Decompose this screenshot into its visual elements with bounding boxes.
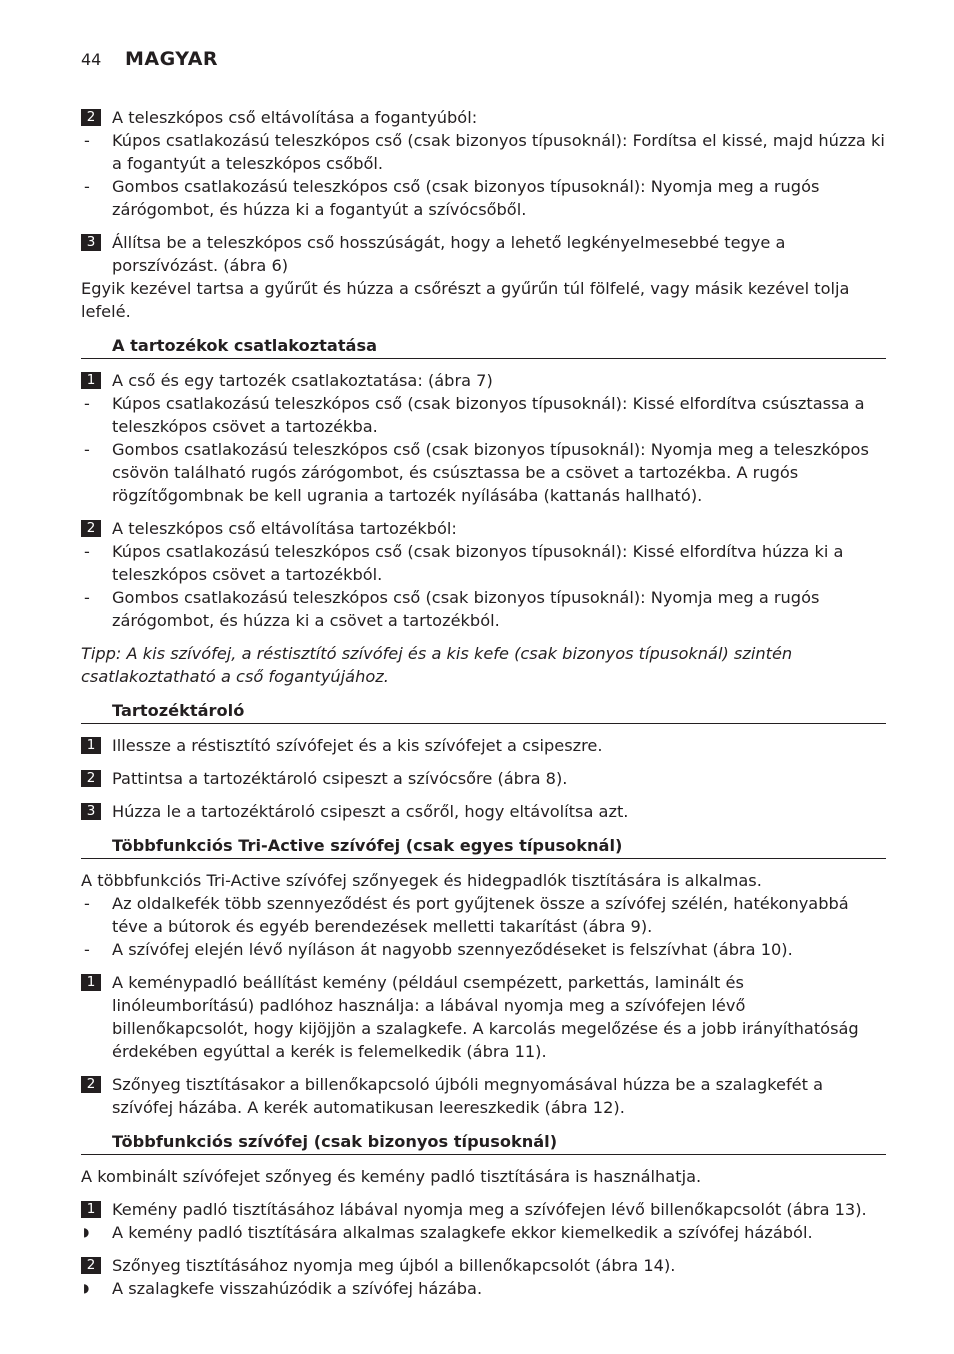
paragraph: Egyik kezével tartsa a gyűrűt és húzza a csőrészt a gyűrűn túl fölfelé, vagy másik kezével tolja lefelé. (81, 279, 850, 321)
dash-marker: - (84, 394, 90, 413)
bullet-text: Gombos csatlakozású teleszkópos cső (csak bizonyos típusoknál): Nyomja meg a rugós zárógombot, és húzza ki a fogantyút a szívócsőből. (112, 177, 820, 219)
section-heading: Tartozéktároló (81, 699, 886, 724)
language-title: MAGYAR (125, 48, 219, 70)
step-number-badge: 1 (81, 372, 101, 389)
numbered-step (81, 971, 886, 1063)
dash-marker: - (84, 177, 90, 196)
bullet-text: Gombos csatlakozású teleszkópos cső (csak bizonyos típusoknál): Nyomja meg a rugós zárógombot, és húzza ki a csövet a tartozékból. (112, 588, 820, 630)
dash-marker: - (84, 894, 90, 913)
step-text: Illessze a réstisztító szívófejet és a kis szívófejet a csipeszre. (112, 736, 603, 755)
numbered-step (81, 517, 886, 540)
bullet-text: Kúpos csatlakozású teleszkópos cső (csak bizonyos típusoknál): Kissé elfordítva húzza ki a teleszkópos csövet a tartozékból. (112, 542, 844, 584)
dash-marker: - (84, 940, 90, 959)
numbered-step (81, 369, 886, 392)
section-heading: Többfunkciós szívófej (csak bizonyos típusoknál) (81, 1130, 886, 1155)
dash-marker: - (84, 131, 90, 150)
result-text: A szalagkefe visszahúzódik a szívófej házába. (112, 1279, 483, 1298)
page-content (81, 106, 886, 1300)
step-text: Szőnyeg tisztításához nyomja meg újból a billenőkapcsolót (ábra 14). (112, 1256, 676, 1275)
result-item (81, 1221, 886, 1244)
step-text: A cső és egy tartozék csatlakoztatása: (ábra 7) (112, 371, 493, 390)
section-heading: Többfunkciós Tri-Active szívófej (csak egyes típusoknál) (81, 834, 886, 859)
bullet-text: A szívófej elején lévő nyíláson át nagyobb szennyeződéseket is felszívhat (ábra 10). (112, 940, 793, 959)
bullet-text: Gombos csatlakozású teleszkópos cső (csak bizonyos típusoknál): Nyomja meg a teleszkópos csövön található rugós zárógombot, és csúsztassa be a csövet a tartozékba. A rugós rögzítőgombnak be kell ugrania a tartozék nyílásába (kattanás hallható). (112, 440, 869, 505)
numbered-step (81, 767, 886, 790)
dash-bullet-item (81, 892, 886, 938)
result-item (81, 1277, 886, 1300)
step-number-badge: 2 (81, 1076, 101, 1093)
step-number-badge: 3 (81, 803, 101, 820)
step-text: A teleszkópos cső eltávolítása a fogantyúból: (112, 108, 478, 127)
numbered-step (81, 734, 886, 757)
paragraph: A kombinált szívófejet szőnyeg és kemény padló tisztítására is használhatja. (81, 1167, 702, 1186)
dash-marker: - (84, 440, 90, 459)
step-number-badge: 2 (81, 109, 101, 126)
step-text: Szőnyeg tisztításakor a billenőkapcsoló újbóli megnyomásával húzza be a szalagkefét a szívófej házába. A kerék automatikusan leereszkedik (ábra 12). (112, 1075, 824, 1117)
bullet-text: Az oldalkefék több szennyeződést és port gyűjtenek össze a szívófej szélén, hatékonyabbá téve a bútorok és egyéb berendezések melletti takarítást (ábra 9). (112, 894, 849, 936)
step-text: Húzza le a tartozéktároló csipeszt a csőről, hogy eltávolítsa azt. (112, 802, 629, 821)
paragraph: A többfunkciós Tri-Active szívófej szőnyegek és hidegpadlók tisztítására is alkalmas. (81, 871, 762, 890)
dash-bullet-item (81, 438, 886, 507)
step-number-badge: 2 (81, 770, 101, 787)
step-number-badge: 1 (81, 974, 101, 991)
dash-bullet-item (81, 175, 886, 221)
numbered-step (81, 106, 886, 129)
step-text: A keménypadló beállítást kemény (például csempézett, parkettás, laminált és linóleumborítású) padlóhoz használja: a lábával nyomja meg a szívófejen lévő billenőkapcsolót, hogy kijöjjön a szalagkefe. A karcolás megelőzése és a jobb irányíthatóság érdekében egyúttal a kerék is felemelkedik (ábra 11). (112, 973, 859, 1061)
dash-bullet-item (81, 129, 886, 175)
step-number-badge: 3 (81, 234, 101, 251)
step-number-badge: 2 (81, 1257, 101, 1274)
result-arrow-icon: ◗ (83, 1281, 90, 1295)
numbered-step (81, 1254, 886, 1277)
dash-bullet-item (81, 586, 886, 632)
step-number-badge: 1 (81, 737, 101, 754)
tip-note: Tipp: A kis szívófej, a réstisztító szívófej és a kis kefe (csak bizonyos típusoknál) szintén csatlakoztatható a cső fogantyújához. (81, 644, 793, 686)
result-arrow-icon: ◗ (83, 1225, 90, 1239)
numbered-step (81, 1073, 886, 1119)
step-number-badge: 2 (81, 520, 101, 537)
section-heading: A tartozékok csatlakoztatása (81, 334, 886, 359)
result-text: A kemény padló tisztítására alkalmas szalagkefe ekkor kiemelkedik a szívófej házából. (112, 1223, 813, 1242)
dash-bullet-item (81, 938, 886, 961)
bullet-text: Kúpos csatlakozású teleszkópos cső (csak bizonyos típusoknál): Kissé elfordítva csúsztassa a teleszkópos csövet a tartozékba. (112, 394, 865, 436)
step-text: Állítsa be a teleszkópos cső hosszúságát, hogy a lehető legkényelmesebbé tegye a porszívózást. (ábra 6) (112, 233, 786, 275)
step-text: Kemény padló tisztításához lábával nyomja meg a szívófejen lévő billenőkapcsolót (ábra 13). (112, 1200, 867, 1219)
dash-marker: - (84, 588, 90, 607)
step-text: Pattintsa a tartozéktároló csipeszt a szívócsőre (ábra 8). (112, 769, 568, 788)
page-number: 44 (81, 50, 102, 69)
dash-bullet-item (81, 392, 886, 438)
dash-marker: - (84, 542, 90, 561)
dash-bullet-item (81, 540, 886, 586)
step-number-badge: 1 (81, 1201, 101, 1218)
numbered-step (81, 800, 886, 823)
bullet-text: Kúpos csatlakozású teleszkópos cső (csak bizonyos típusoknál): Fordítsa el kissé, majd húzza ki a fogantyút a teleszkópos csőből. (112, 131, 885, 173)
numbered-step (81, 231, 886, 277)
numbered-step (81, 1198, 886, 1221)
step-text: A teleszkópos cső eltávolítása tartozékból: (112, 519, 457, 538)
